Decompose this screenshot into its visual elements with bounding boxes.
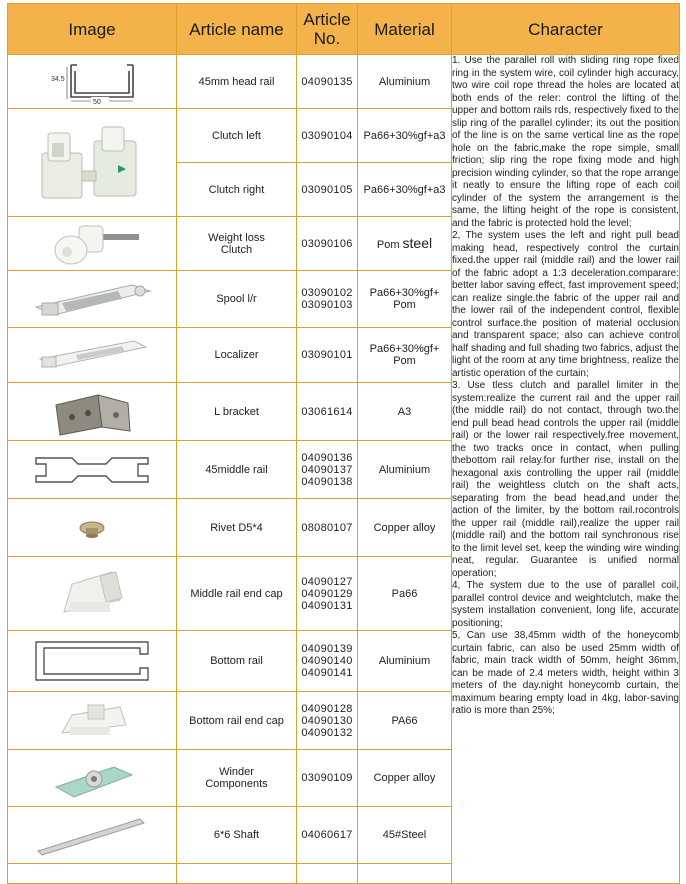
material: Pa66+30%gf+ Pom [358, 271, 452, 328]
article-name: Winder Components [177, 750, 297, 807]
material: PA66 [358, 692, 452, 750]
header-article-no: Article No. [297, 4, 358, 55]
article-no: 03090101 [297, 328, 358, 383]
header-article-name: Article name [177, 4, 297, 55]
article-no: 03090104 [297, 109, 358, 163]
article-no: 03090106 [297, 217, 358, 271]
article-name: Middle rail end cap [177, 557, 297, 631]
material: Pa66+30%gf+ Pom [358, 328, 452, 383]
article-no: 03090102 03090103 [297, 271, 358, 328]
character-paragraph-5: 5, Can use 38,45mm width of the honeycomb curtain fabric, can also be used 25mm width of fabric, main track width of 50mm, height 36mm, can be made of 2.4 meters width, height within 3 meters of the day.night honeycomb curtain, the maximum bearing empty load in 4kg, labor-saving ratio is more than 25%; [452, 630, 679, 716]
material: Aluminium [358, 441, 452, 499]
material: Copper alloy [358, 499, 452, 557]
article-name: Rivet D5*4 [177, 499, 297, 557]
material: Pa66 [358, 557, 452, 631]
article-no: 04090136 04090137 04090138 [297, 441, 358, 499]
clutch-image [8, 109, 177, 217]
material: 45#Steel [358, 807, 452, 864]
article-name: Clutch left [177, 109, 297, 163]
article-name: L bracket [177, 383, 297, 441]
material-pom: Pom [376, 238, 400, 251]
material: Pa66+30%gf+a3 [358, 163, 452, 217]
filler-cell [358, 864, 452, 884]
character-paragraph-2: 2, The system uses the left and right pull bead making head, respectively control the curtain fixed.the upper rail (middle rail) and the lower rail of the fabric adopt a 1:3 deceleration.comparare: better labor saving effect, fast improvement speed; can realize single.the fabric of the upper rail and the lower rail of the independent control, flexible control surface.the position of material occlusion and transparent space; also can achieve control half shading and full shading two fabrics, adjust the light of the room at any time brightness, realize the artistic operation of the curtain; [452, 230, 679, 379]
article-no: 04090128 04090130 04090132 [297, 692, 358, 750]
article-name: Bottom rail [177, 631, 297, 692]
header-material: Material [358, 4, 452, 55]
article-name: 45middle rail [177, 441, 297, 499]
product-spec-table [7, 3, 680, 884]
article-no: 04090135 [297, 55, 358, 109]
character-paragraph-3: 3. Use tless clutch and parallel limiter in the system:realize the current rail and the upper rail (the middle rail) do not contact, through two.the end pull bead head controls the upper rail (middle rail) or the lower rail respectively.free movement, the two tracks once in contact, when pulling thebottom rail relay.for further rise, install on the hexagonal axis controlling the upper rail (middle rail) the weightless clutch on the shaft acts, separating from the bead head,and under the action of the limiter, by the bottom rail.rocontrols the upper rail (middle rail),realize the upper rail (middle rail) and the bottom rail synchronous rise to the limit level set, keep the winding wire winding neat, regular. Guarantee is unified normal operation; [452, 380, 679, 579]
shaft-image [8, 807, 177, 864]
material: Pa66+30%gf+a3 [358, 109, 452, 163]
header-row [8, 4, 680, 55]
article-no: 03090105 [297, 163, 358, 217]
spool-image [8, 271, 177, 328]
character-paragraph-4: 4, The system due to the use of parallel coil, parallel control device and weightclutch, make the system installation convenient, long life, accurate positioning; [452, 580, 679, 629]
material [358, 217, 452, 271]
article-name: Bottom rail end cap [177, 692, 297, 750]
table-row [8, 55, 680, 109]
localizer-image [8, 328, 177, 383]
winder-components-photo [32, 753, 152, 803]
shaft-photo [22, 813, 162, 857]
article-no: 03090109 [297, 750, 358, 807]
material: A3 [358, 383, 452, 441]
winder-components-image [8, 750, 177, 807]
article-name: Clutch right [177, 163, 297, 217]
article-no: 04060617 [297, 807, 358, 864]
material: Copper alloy [358, 750, 452, 807]
article-name: Localizer [177, 328, 297, 383]
bottom-rail-image [8, 631, 177, 692]
article-no: 04090127 04090129 04090131 [297, 557, 358, 631]
clutch-photo [22, 113, 162, 213]
article-name: Weight loss Clutch [177, 217, 297, 271]
middle-rail-image [8, 441, 177, 499]
header-image: Image [8, 4, 177, 55]
filler-cell [8, 864, 177, 884]
material-steel: steel [402, 234, 433, 251]
middle-rail-profile-drawing [22, 450, 162, 490]
bottom-rail-end-cap-photo [42, 697, 142, 745]
spool-photo [22, 277, 162, 321]
head-rail-profile-drawing [27, 59, 157, 105]
material: Aluminium [358, 631, 452, 692]
material: Aluminium [358, 55, 452, 109]
middle-rail-end-cap-photo [42, 562, 142, 626]
rivet-photo [62, 508, 122, 548]
article-no: 04090139 04090140 04090141 [297, 631, 358, 692]
bottom-rail-profile-drawing [22, 636, 162, 686]
article-name: 45mm head rail [177, 55, 297, 109]
weight-loss-clutch-photo [37, 220, 147, 268]
header-character: Character [452, 4, 680, 55]
article-no: 08080107 [297, 499, 358, 557]
filler-cell [297, 864, 358, 884]
character-description [452, 55, 680, 884]
character-paragraph-1: 1. Use the parallel roll with sliding ring rope fixed ring in the system wire, coil cylinder high accuracy, two wire coil rope thread the holes are located at both ends of the reler: control the lifting of the upper and bottom rails rds, respectively fixed to the slip ring of the parallel cylinder; its out the position of the line is on the same vertical line as the rope hole on the fabric,make the rope simple, small friction; slip ring the rope fixing mode and high precision winding cylinder, so that the rope arrange it neatly to ensure the lifting rope of each coil cylinder of the system the arrangement is the same, the lifting height of the rope is consistent, and the fabric is protected hold the level; [452, 55, 679, 229]
weight-loss-clutch-image [8, 217, 177, 271]
article-name: 6*6 Shaft [177, 807, 297, 864]
article-no: 03061614 [297, 383, 358, 441]
l-bracket-photo [32, 387, 152, 437]
middle-rail-end-cap-image [8, 557, 177, 631]
head-rail-image [8, 55, 177, 109]
head-rail-width-dim: 50 [93, 98, 101, 105]
article-name: Spool l/r [177, 271, 297, 328]
l-bracket-image [8, 383, 177, 441]
filler-cell [177, 864, 297, 884]
localizer-photo [22, 333, 162, 377]
bottom-rail-end-cap-image [8, 692, 177, 750]
head-rail-height-dim: 34.5 [51, 75, 65, 83]
rivet-image [8, 499, 177, 557]
